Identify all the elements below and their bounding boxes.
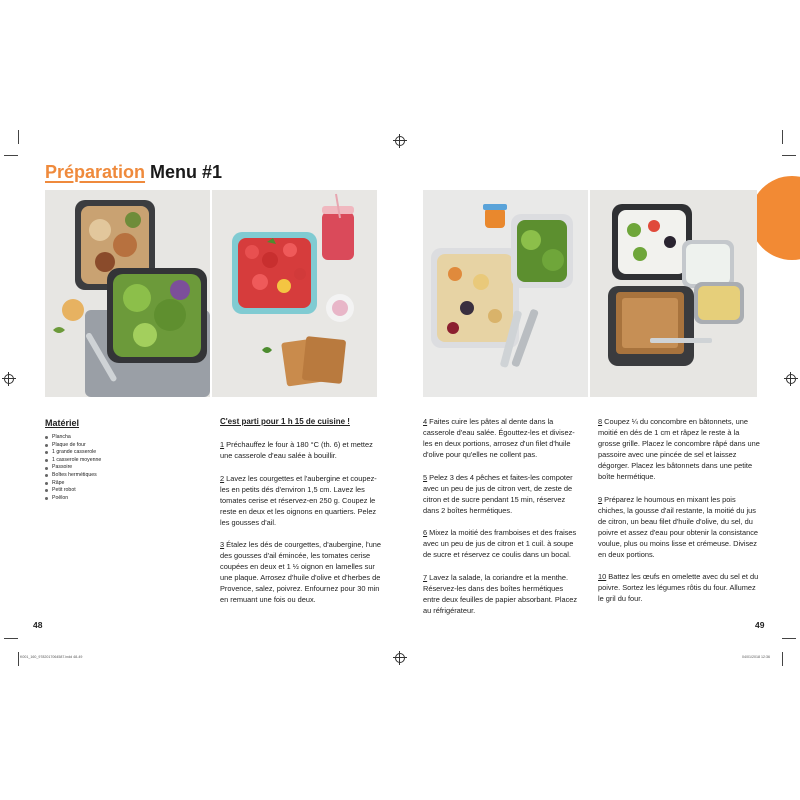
crop-mark <box>4 638 18 639</box>
step-10 <box>598 571 760 604</box>
step-number: 3 <box>220 540 225 549</box>
step-9 <box>598 494 760 560</box>
step-number: 2 <box>220 473 225 483</box>
list-item: Plancha <box>45 434 101 442</box>
photo-mezze-lunch <box>590 190 757 397</box>
photo-roasted-vegetables <box>45 190 210 397</box>
registration-mark <box>395 653 405 663</box>
slug-right: 04/01/2018 12:36 <box>742 655 770 659</box>
list-item: Plaque de four <box>45 442 101 450</box>
step-1 <box>220 439 382 461</box>
title-accent: Préparation <box>45 162 146 182</box>
title-rest: Menu #1 <box>150 162 223 182</box>
step-4 <box>423 416 579 460</box>
page-number-left: 48 <box>33 620 43 630</box>
page-title <box>45 162 222 183</box>
step-number: 7 <box>423 572 428 582</box>
step-7 <box>423 572 579 616</box>
step-number: 4 <box>423 417 428 426</box>
step-number: 6 <box>423 528 428 537</box>
materiel-title: Matériel <box>45 418 80 428</box>
step-text: Pelez 3 des 4 pêches et faites-les compoter avec un peu de jus de citron vert, de zeste de citron et de sucre pendant 15 min, réservez dans 2 boîtes hermétiques. <box>423 472 573 515</box>
materiel-list <box>45 434 101 502</box>
registration-mark <box>4 374 14 384</box>
list-item: Râpe <box>45 480 101 488</box>
list-item: Poêlon <box>45 495 101 503</box>
step-text: Faites cuire les pâtes al dente dans la casserole d'eau salée. Égouttez-les et divisez-les en deux portions, arrosez d'un filet d'huile d'olive pour qu'elles ne collent pas. <box>423 417 575 459</box>
steps-column-3 <box>598 416 760 616</box>
step-3 <box>220 539 382 605</box>
step-5 <box>423 472 579 516</box>
intro-heading: C'est parti pour 1 h 15 de cuisine ! <box>220 417 350 426</box>
step-text: Préchauffez le four à 180 °C (th. 6) et mettez une casserole d'eau salée à bouillir. <box>220 440 373 460</box>
step-text: Mixez la moitié des framboises et des fraises avec un peu de jus de citron et 1 cuil. à soupe de sucre et réservez ce coulis dans un bocal. <box>423 528 577 559</box>
crop-mark <box>4 155 18 156</box>
step-text: Coupez ¼ du concombre en bâtonnets, une moitié en dés de 1 cm et râpez le reste à la grosse grille. Placez le concombre râpé dans une passoire avec une pincée de sel et laissez dégorger. Placez les bâtonnets dans une petite boîte hermétique. <box>598 417 760 481</box>
page-number-right: 49 <box>755 620 765 630</box>
chapter-tab <box>750 176 800 260</box>
list-item: Passoire <box>45 464 101 472</box>
steps-column-2 <box>423 416 579 627</box>
slug-left: K001_160_9782017064587.indd 48-49 <box>20 655 83 659</box>
step-6 <box>423 527 579 560</box>
crop-mark <box>782 638 796 639</box>
crop-mark <box>18 130 19 144</box>
registration-mark <box>786 374 796 384</box>
step-text: Battez les œufs en omelette avec du sel et du poivre. Sortez les légumes rôtis du four. Allumez le gril du four. <box>598 572 759 603</box>
step-number: 10 <box>598 572 607 581</box>
photo-strawberries <box>212 190 377 397</box>
step-number: 9 <box>598 494 603 504</box>
crop-mark <box>18 652 19 666</box>
step-text: Étalez les dés de courgettes, d'aubergine, l'une des gousses d'ail émincée, les tomates cerise coupées en deux et 1 ½ oignon en lamelles sur une plaque. Arrosez d'huile d'olive et d'herbes de Provence, salez, poivrez. Enfournez pour 30 min en remuant une fois ou deux. <box>220 540 382 604</box>
photo-pasta-salad <box>423 190 588 397</box>
crop-mark <box>782 130 783 144</box>
step-number: 1 <box>220 440 225 449</box>
step-text: Préparez le houmous en mixant les pois chiches, la gousse d'ail restante, la moitié du jus de citron, un beau filet d'huile d'olive, du sel, du poivre et assez d'eau pour obtenir la consistance voulue, plus ou moins lisse et crémeuse. Divisez en deux portions. <box>598 494 758 559</box>
list-item: 1 casserole moyenne <box>45 457 101 465</box>
step-number: 5 <box>423 472 428 482</box>
steps-column-1 <box>220 416 382 617</box>
list-item: 1 grande casserole <box>45 449 101 457</box>
step-2 <box>220 473 382 528</box>
list-item: Boîtes hermétiques <box>45 472 101 480</box>
step-text: Lavez les courgettes et l'aubergine et coupez-les en petits dés d'environ 1,5 cm. Lavez les tomates cerise et réservez-en 250 g. Coupez le reste en deux et les oignons en quartiers. Pelez les gousses d'ail. <box>220 473 377 527</box>
crop-mark <box>782 652 783 666</box>
crop-mark <box>782 155 796 156</box>
step-8 <box>598 416 760 482</box>
list-item: Petit robot <box>45 487 101 495</box>
step-number: 8 <box>598 417 603 426</box>
step-text: Lavez la salade, la coriandre et la menthe. Réservez-les dans des boîtes hermétiques entre deux feuilles de papier absorbant. Placez au réfrigérateur. <box>423 572 578 615</box>
registration-mark <box>395 136 405 146</box>
